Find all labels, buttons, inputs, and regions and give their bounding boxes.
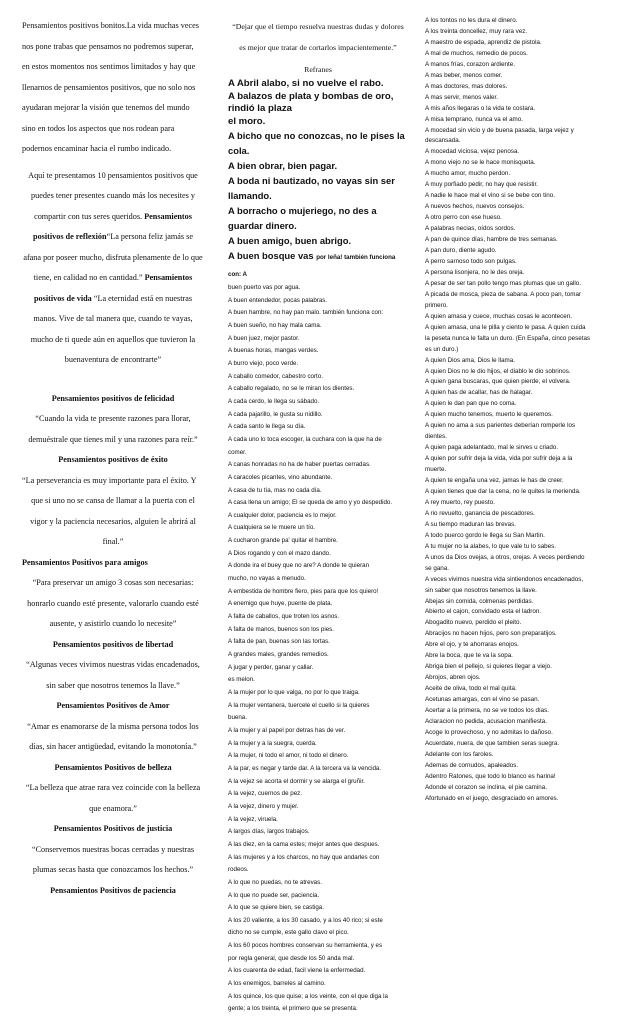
- refran-bold: A buen bosque vas: [228, 250, 317, 261]
- refran-line: A las mujeres y a los charcos, no hay que andarles con: [228, 853, 380, 861]
- refran-line: mucho, no vayas a menudo.: [228, 575, 306, 583]
- refran-line: A perro sarnoso todo son pulgas.: [425, 257, 517, 265]
- refran-line: Acuerdate, nuera, de que tambien seras suegra.: [425, 739, 560, 747]
- refran-line: A quien Dios ama, Dios le llama.: [425, 356, 515, 364]
- refran-line: Ademas de cornudos, apaleados.: [425, 761, 519, 769]
- refran-line: A balazos de plata y bombas de oro, rindió la plaza: [228, 90, 394, 114]
- refran-line: A mocedad sin vicio y de buena pasada, larga vejez y: [425, 126, 574, 134]
- refran-line: Aclaracion no pedida, acusacion manifiesta.: [425, 718, 547, 725]
- refran-line: A jugar y perder, ganar y callar.: [228, 663, 314, 671]
- refran-line: Abracijos no hacen hijos, pero son preparatijos.: [425, 630, 557, 638]
- para2-line: buenaventura de encontrarte”: [64, 355, 162, 364]
- refran-line: A cualquier dolor, paciencia es lo mejor.: [228, 511, 337, 519]
- para2-text: tiene, en calidad no en cantidad.”: [33, 273, 145, 282]
- section-line: plumas secas hasta que conozcamos los hechos.”: [32, 865, 194, 874]
- refran-line: A mis años llegaras o la vida te costara.: [425, 104, 536, 112]
- refran-line: A quien gana buscaras, que quien pierde, el volvera.: [425, 378, 571, 386]
- section-line: días, sin hacer antigüedad, evitando la monotonía.”: [29, 742, 197, 751]
- para2-line: [22, 207, 204, 228]
- refran-line: A buen amigo, buen abrigo.: [228, 235, 352, 246]
- refran-line: A falta de manos, buenos son los pies.: [228, 625, 334, 633]
- refran-line: Abre el ojo, y te ahorraras enojos.: [425, 641, 519, 649]
- refran-list: [228, 282, 408, 1016]
- quote-line: es mejor que tratar de cortarlos impacientemente.”: [239, 43, 397, 52]
- section-heading: Pensamientos Positivos para amigos: [22, 557, 148, 567]
- para2-line: [22, 227, 204, 248]
- refran-small: por leña! también funciona con: A: [228, 254, 396, 278]
- refran-line: muerte.: [425, 466, 447, 474]
- refran-line: A cucharon grande pa' quitar el hambre.: [228, 537, 338, 545]
- refran-line: A manos frías, corazon ardiente.: [425, 60, 515, 68]
- refran-line: Abogadito nuevo, perdido el pleito.: [425, 619, 522, 627]
- refran-line: A cada santo le llega su día.: [228, 423, 306, 431]
- refran-line: A mas beber, menos comer.: [425, 71, 503, 79]
- refran-line: [228, 248, 408, 282]
- refran-line: Abriga bien el pellejo, si quieres llegar a viejo.: [425, 663, 552, 671]
- refran-line: Acertar a la primera, no se ve todos los días.: [425, 707, 550, 715]
- refran-line: A caracoles picantes, vino abundante.: [228, 473, 333, 481]
- refran-line: Adelante con los faroles.: [425, 750, 494, 758]
- refran-line: A muy porfiado pedir, no hay que resistir.: [425, 181, 538, 189]
- section-heading: Pensamientos positivos de éxito: [58, 455, 168, 464]
- refran-line: Abrojos, abren ojos.: [425, 674, 481, 682]
- para2-line: manos. Vive de tal manera que, cuando te vayas,: [33, 314, 193, 323]
- refran-line: A pesar de ser tan pollo tengo mas plumas que un gallo.: [425, 279, 582, 287]
- refran-line: A buenas horas, mangas verdes.: [228, 347, 319, 355]
- refran-line: A buen sueño, no hay mala cama.: [228, 321, 322, 329]
- quote-line: “Dejar que el tiempo resuelva nuestras dudas y dolores: [232, 22, 404, 31]
- refran-line: A quien te engaña una vez, jamas le has de creer.: [425, 477, 564, 485]
- refran-line: A misa temprano, nunca va el amo.: [425, 115, 523, 123]
- left-column: [22, 16, 204, 901]
- para2-bold: positivos de vida: [33, 293, 92, 303]
- refran-line: A casa de tu tía, mas no cada día.: [228, 486, 322, 494]
- refran-line: A burro viejo, poco verde.: [228, 359, 299, 367]
- refran-line: A mocedad viciosa, vejez penosa.: [425, 148, 520, 156]
- refran-line: rodeos.: [228, 866, 249, 874]
- refran-line: A nuevos hechos, nuevos consejos.: [425, 203, 525, 211]
- section-line: honrarlo cuando esté presente, valorarlo cuando esté: [27, 598, 199, 608]
- middle-column: [228, 16, 408, 1016]
- refran-line: A la vejez se acorta el dormir y se alarga el gruñir.: [228, 777, 365, 785]
- refran-line: A nadie le hace mal el vino si se bebe con tino.: [425, 192, 555, 200]
- refran-line: Abre la boca, que te va la sopa.: [425, 652, 513, 660]
- section-line: ausente, y asistirlo cuando lo necesite”: [49, 619, 177, 628]
- refran-line: A los enemigos, barreles al camino.: [228, 980, 326, 988]
- refran-line: A rey muerto, rey puesto.: [425, 498, 495, 506]
- refran-line: A Abril alabo, si no vuelve el rabo.: [228, 78, 384, 89]
- refran-line: A veces vivimos nuestra vida sintiendonos encadenados,: [425, 575, 584, 583]
- para2-line: puedes tener presentes cuando más los necesites y: [31, 191, 195, 200]
- refran-line: A lo que no puede ser, paciencia.: [228, 891, 320, 899]
- refran-line: A las diez, en la cama estes; mejor antes que despues.: [228, 840, 380, 848]
- refran-line: A maestro de espada, aprendiz de pistola.: [425, 38, 542, 46]
- refran-line: A quien por sufrir deja la vida, vida por sufrir deja a la: [425, 455, 573, 463]
- refran-line: A los quince, los que quise; a los veinte, con el que diga la: [228, 992, 388, 1000]
- intro-line: ayudaran mejorar la visión que tenemos del mundo: [22, 103, 190, 112]
- refran-line: A buen hambre, no hay pan malo. también funciona con:: [228, 309, 384, 317]
- refran-line: A bicho que no conozcas, no le pises la cola.: [228, 130, 405, 156]
- refran-line: dicho no se cumple, este gallo clavo el pico.: [228, 929, 349, 937]
- section-line: que enamora.”: [89, 803, 137, 813]
- right-column: [425, 16, 627, 805]
- refran-line: A la par, es negar y tarde dar. A la tercera va la vencida.: [228, 764, 382, 772]
- refran-line: A cada uno lo toca escoger, la cuchara con la que ha de: [228, 435, 382, 443]
- para2-bold: Pensamientos: [144, 211, 192, 221]
- refran-line: A quien amasa, una le pilla y ciento le pasa. A quien cuida: [425, 323, 586, 331]
- refran-line: Adentro Ratones, que todo lo blanco es harina!: [425, 772, 556, 780]
- refran-line: A quien le dan pan que no coma.: [425, 400, 517, 408]
- refran-line: A la vejez, viruela.: [228, 815, 278, 823]
- intro-line: podernos encaminar hacia el rumbo indicado.: [22, 144, 172, 153]
- refran-line: Abierto el cajon, convidado esta el ladron.: [425, 608, 542, 616]
- refran-line: A rio revuelto, ganancia de pescadores.: [425, 509, 535, 517]
- para2-line: mucho de ti quede aún en aquellos que tuvieron la: [30, 334, 196, 344]
- refran-line: A la vejez, dinero y mujer.: [228, 802, 299, 810]
- section-heading: Pensamientos Positivos de Amor: [56, 701, 170, 710]
- section-line: “Algunas veces vivimos nuestras vidas encadenados,: [26, 660, 200, 669]
- refran-line: A los tontos no les dura el dinero.: [425, 17, 518, 24]
- refran-line: se gana.: [425, 564, 449, 572]
- refran-line: A la mujer ventanera, tuercele el cuello si la quieres: [228, 701, 370, 709]
- refran-line: A bien obrar, bien pagar.: [228, 160, 338, 171]
- refran-line: A mas servir, menos valer.: [425, 93, 498, 101]
- section-line: final.”: [102, 537, 124, 546]
- refran-line: A la mujer, ni todo el amor, ni todo el dinero.: [228, 752, 349, 760]
- refran-line: buena.: [228, 714, 247, 722]
- refran-line: A quien has de acallar, has de halagar.: [425, 389, 533, 397]
- refran-line: A palabras necias, oídos sordos.: [425, 225, 516, 233]
- refran-line: A largos días, largos trabajos.: [228, 828, 310, 836]
- refran-line: el moro.: [228, 115, 266, 127]
- section-line: “Para preservar un amigo 3 cosas son necesarias:: [32, 578, 194, 587]
- refran-line: A quien Dios no le dio hijos, el diablo le dio sobrinos.: [425, 367, 571, 375]
- refranes-heading: Refranes: [304, 65, 332, 74]
- section-line: demuéstrale que tienes mil y una razones para reír.”: [28, 434, 198, 444]
- refran-line: A falta de caballos, que troten los asnos.: [228, 613, 340, 621]
- refran-line: A los treinta doncellez, muy rara vez.: [425, 27, 528, 35]
- refran-line: primero.: [425, 301, 448, 309]
- section-heading: Pensamientos Positivos de belleza: [54, 762, 172, 772]
- refran-line: A cualquiera se le muere un tío.: [228, 524, 316, 532]
- refran-line: A mas doctores, mas dolores.: [425, 82, 508, 90]
- refran-line: sin saber que nosotros tenemos la llave.: [425, 586, 537, 594]
- intro-line: Pensamientos positivos bonitos.La vida muchas veces: [22, 21, 199, 30]
- para2-text: compartir con tus seres queridos.: [34, 211, 145, 221]
- refran-line: A los 20 valiente, a los 30 casado, y a los 40 rico; si este: [228, 916, 383, 924]
- refran-line: por regla general, que desde los 50 anda mal.: [228, 954, 355, 962]
- refran-line: es melon.: [228, 676, 255, 684]
- refran-line: A caballo regalado, no se le miran los dientes.: [228, 385, 355, 393]
- refran-line: A enemigo que huye, puente de plata.: [228, 600, 333, 608]
- refran-line: A borracho o mujeriego, no des a guardar dinero.: [228, 205, 377, 231]
- refran-line: A todo puerco gordo le llega su San Martin.: [425, 531, 545, 539]
- refran-line: dientes.: [425, 433, 447, 441]
- refran-line: Acetunas amargas, con el vino se pasan.: [425, 696, 540, 704]
- refran-line: la peseta nunca le falta un duro. (En España, cinco pesetas: [425, 334, 591, 342]
- refran-line: A la mujer y al papel por detras has de ver.: [228, 726, 346, 734]
- refran-line: A mono viejo no se le hace monisqueta.: [425, 159, 536, 167]
- refran-line: A su tiempo maduran las brevas.: [425, 520, 517, 528]
- refran-line: A cada pajarillo, le gusta su nidillo.: [228, 410, 323, 418]
- refran-line: A los cuarenta de edad, facil viene la enfermedad.: [228, 967, 366, 975]
- refran-line: Abejas sin comida, colmenas perdidas.: [425, 597, 534, 605]
- refran-line: A caballo comedor, cabestro corto.: [228, 372, 323, 380]
- refran-line: A mal de muchos, remedio de pocos.: [425, 49, 528, 57]
- refran-line: A grandes males, grandes remedios.: [228, 651, 329, 659]
- refran-line: Aceite de oliva, todo el mal quita.: [425, 685, 517, 693]
- refran-line: A la mujer por lo que valga, no por lo que traiga.: [228, 689, 360, 696]
- section-line: vigor y la paciencia necesarios, alguien le abrirá al: [30, 516, 196, 526]
- refran-line: A pan de quince días, hambre de tres semanas.: [425, 236, 558, 244]
- section-line: sin saber que nosotros tenemos la llave.”: [46, 680, 180, 690]
- refran-line: es un duro.): [425, 345, 459, 353]
- refran-line: A mucho amor, mucho perdon.: [425, 170, 511, 178]
- refran-line: A lo que se quiere bien, se castiga.: [228, 904, 324, 912]
- refran-line: A unos da Dios ovejas, a otros, orejas. A veces perdiendo: [425, 553, 585, 561]
- intro-line: nos pone trabas que pensamos no podremos superar,: [22, 41, 194, 51]
- refran-line: A picada de mosca, pieza de sabana. A poco pan, tomar: [425, 290, 582, 298]
- intro-line: sino en todos los aspectos que nos rodean para: [22, 123, 175, 133]
- intro-line: en estos momentos nos sentimos limitados y hay que: [22, 62, 196, 71]
- refran-line: A cada cerdo, le llega su sábado.: [228, 397, 320, 405]
- para2-line: afana por poseer mucho, disfruta plenamente de lo que: [23, 252, 203, 262]
- refran-line: A falta de pan, buenas son las tortas.: [228, 638, 330, 646]
- refran-line: A quien amasa y cuece, muchas cosas le acontecen.: [425, 312, 572, 320]
- para2-text: “La persona feliz jamás se: [106, 232, 193, 241]
- section-line: “Conservemos nuestras bocas cerradas y nuestras: [31, 844, 195, 854]
- refran-line: A quien mucho tenemos, muerto le queremos.: [425, 411, 553, 419]
- para2-bold: positivos de reflexión: [33, 232, 107, 241]
- intro-line: llenarnos de pensamientos positivos, que no solo nos: [22, 82, 196, 92]
- refran-line: A la vejez, cuernos de pez.: [228, 790, 302, 798]
- refran-line: A quien no ama a sus parientes deberían romperle los: [425, 422, 576, 430]
- refran-line: A otro perro con ese hueso.: [425, 214, 502, 222]
- section-heading: Pensamientos Positivos de paciencia: [50, 885, 176, 895]
- para2-line: [22, 268, 204, 289]
- refran-line: A buen juez, mejor pastor.: [228, 334, 300, 342]
- section-line: “La perseverancia es muy importante para el éxito. Y: [22, 475, 197, 485]
- refran-line: A lo que no puedas, no te atrevas.: [228, 878, 322, 886]
- refran-line: comer.: [228, 448, 247, 456]
- para2-line: Aquí te presentamos 10 pensamientos positivos que: [28, 170, 198, 180]
- refran-line: A casa llena un amigo; El se queda de amo y yo despedido.: [228, 499, 393, 507]
- refran-line: A boda ni bautizado, no vayas sin ser llamando.: [228, 175, 395, 201]
- refran-line: A embestida de hombre fiero, pies para que los quiero!: [228, 587, 379, 595]
- para2-text: “La eternidad está en nuestras: [91, 293, 193, 303]
- refran-line: A donde ira el buey que no are? A donde te quieran: [228, 562, 370, 570]
- refran-line: Adonde el corazon se inclina, el pie camina.: [425, 783, 547, 791]
- refran-line: buen puerto vas por agua.: [228, 284, 301, 291]
- refran-line: descansada.: [425, 137, 461, 145]
- refran-line: A pan duro, diente agudo.: [425, 247, 497, 255]
- para2-line: [22, 289, 204, 310]
- refran-line: A la mujer y a la suegra, cuerda.: [228, 739, 317, 747]
- refran-line: A Dios rogando y con el mazo dando.: [228, 549, 331, 557]
- refran-line: Afortunado en el juego, desgraciado en amores.: [425, 794, 559, 802]
- refran-line: Acoge lo provechoso, y no admitas lo dañoso.: [425, 728, 553, 736]
- para2-bold: Pensamientos: [144, 273, 193, 282]
- refran-line: gente; a los treinta, el primero que se presenta.: [228, 1005, 358, 1013]
- section-heading: Pensamientos positivos de felicidad: [51, 393, 175, 403]
- section-line: que si uno no se cansa de llamar a la puerta con el: [31, 496, 195, 505]
- section-line: “Cuando la vida te presente razones para llorar,: [35, 414, 191, 423]
- refran-list: [425, 16, 627, 805]
- section-heading: Pensamientos positivos de libertad: [52, 639, 174, 649]
- refran-line: A persona lisonjera, no le des oreja.: [425, 268, 525, 276]
- refran-line: A los 60 pocos hombres conservan su herramienta, y es: [228, 942, 383, 950]
- section-line: “La belleza que atrae rara vez coincide con la belleza: [25, 783, 201, 792]
- refran-line: A quien tienes que dar la cena, no le quites la merienda.: [425, 487, 581, 495]
- section-heading: Pensamientos Positivos de justicia: [53, 824, 173, 833]
- refran-line: A tu mujer no la alabes, lo que vale tu lo sabes.: [425, 542, 556, 550]
- refran-line: A quien paga adelantado, mal le sirves u criado.: [425, 444, 559, 452]
- refran-line: A buen entendedor, pocas palabras.: [228, 296, 328, 304]
- refran-line: A canas honradas no ha de haber puertas cerradas.: [228, 461, 371, 469]
- section-line: “Amar es enamorarse de la misma persona todos los: [27, 721, 199, 731]
